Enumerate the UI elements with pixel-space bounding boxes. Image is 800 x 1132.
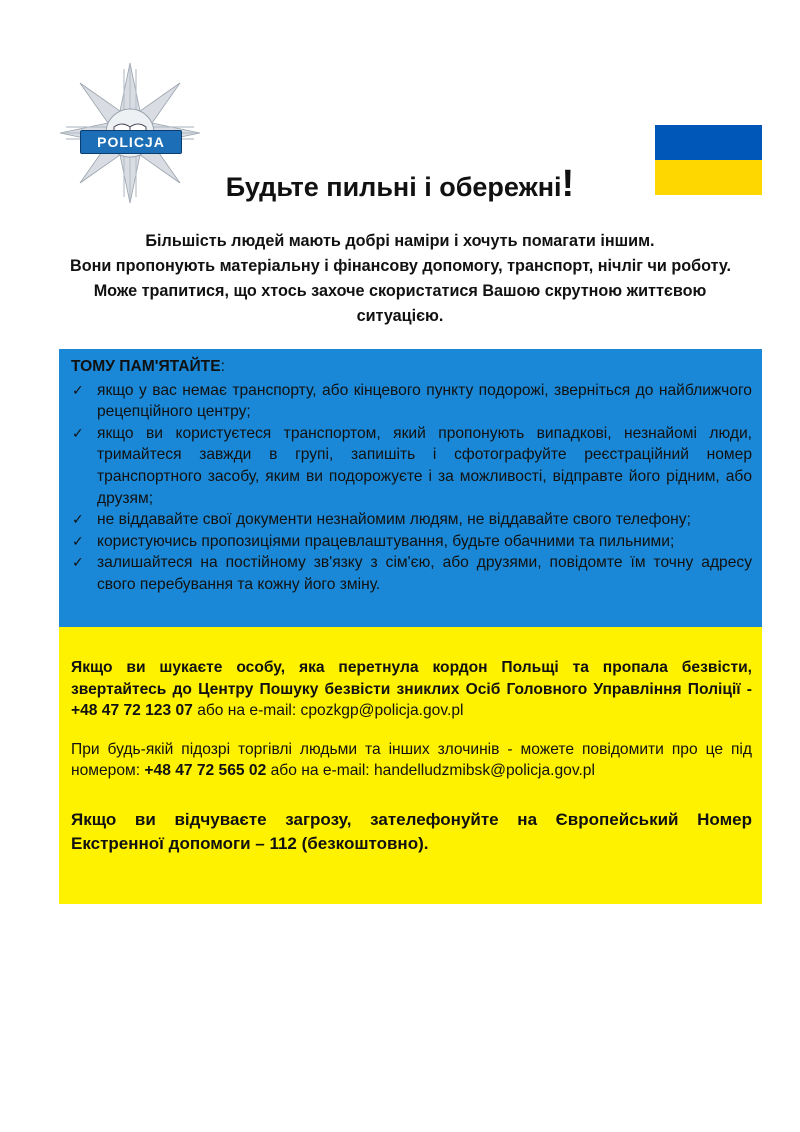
missing-persons-paragraph <box>71 657 752 722</box>
intro-line: ситуацією. <box>356 307 444 325</box>
flag-blue-stripe <box>655 125 762 160</box>
trafficking-phone[interactable]: +48 47 72 565 02 <box>144 762 267 780</box>
missing-persons-email[interactable]: cpozkgp@policja.gov.pl <box>300 702 464 720</box>
list-item <box>71 423 752 509</box>
missing-persons-phone[interactable]: +48 47 72 123 07 <box>71 702 193 720</box>
list-item-text: якщо ви користуєтеся транспортом, який пропонують випадкові, незнайомі люди, тримайтеся завжди в групі, запишіть і сфотографуйте реєстраційний номер транспортного засобу, яким ви подорожуєте і за можливості, відправте його рідним, або друзям; <box>97 424 752 507</box>
intro-line: Більшість людей мають добрі наміри і хочуть помагати іншим. <box>145 232 655 250</box>
checkmark-icon: ✓ <box>72 554 84 571</box>
trafficking-text: При будь-якій підозрі торгівлі людьми та інших злочинів - можете повідомити про це під номером: <box>71 740 752 780</box>
list-item-text: якщо у вас немає транспорту, або кінцевого пункту подорожі, зверніться до найближчого рецепційного центру; <box>97 381 752 421</box>
list-item-text: користуючись пропозиціями працевлаштування, будьте обачними та пильними; <box>97 532 675 550</box>
intro-line: Може трапитися, що хтось захоче скористатися Вашою скрутною життєвою <box>93 282 707 300</box>
checkmark-icon: ✓ <box>72 511 84 528</box>
checkmark-icon: ✓ <box>72 381 84 398</box>
trafficking-email[interactable]: handelludzmibsk@policja.gov.pl <box>373 762 595 780</box>
remember-heading-text: ТОМУ ПАМ'ЯТАЙТЕ <box>71 358 221 375</box>
list-item-text: залишайтеся на постійному зв'язку з сім'єю, або друзями, повідомте їм точну адресу свого перебування та кожну його зміну. <box>97 554 752 593</box>
remember-heading-colon: : <box>220 358 225 375</box>
missing-persons-connector: або на e-mail: <box>197 702 297 720</box>
trafficking-paragraph <box>71 739 752 782</box>
remember-box <box>59 349 762 627</box>
trafficking-connector: або на e-mail: <box>270 762 370 780</box>
intro-line: Вони пропонують матеріальну і фінансову допомогу, транспорт, нічліг чи роботу. <box>70 257 731 275</box>
logo-label: POLICJA <box>80 130 182 154</box>
missing-persons-text: Якщо ви шукаєте особу, яка перетнула кордон Польщі та пропала безвісти, звертайтесь до Центру Пошуку безвісти зниклих Осіб Головного Управління Поліції - <box>71 659 752 698</box>
page-title <box>0 163 800 206</box>
list-item-text: не віддавайте свої документи незнайомим людям, не віддавайте свого телефону; <box>97 511 691 529</box>
page-title-text: Будьте пильні і обережні <box>225 172 562 202</box>
checkmark-icon: ✓ <box>72 532 84 549</box>
emergency-notice: Якщо ви відчуваєте загрозу, зателефонуйте на Європейський Номер Екстренної допомоги – 112 (безкоштовно). <box>71 809 752 853</box>
list-item <box>71 380 752 423</box>
title-exclamation: ! <box>561 163 575 205</box>
list-item <box>71 509 752 531</box>
list-item <box>71 531 752 553</box>
remember-heading <box>71 356 752 378</box>
contacts-box <box>59 627 762 904</box>
list-item <box>71 552 752 595</box>
checkmark-icon: ✓ <box>72 424 84 441</box>
remember-list <box>71 380 752 596</box>
intro-text <box>70 229 730 329</box>
